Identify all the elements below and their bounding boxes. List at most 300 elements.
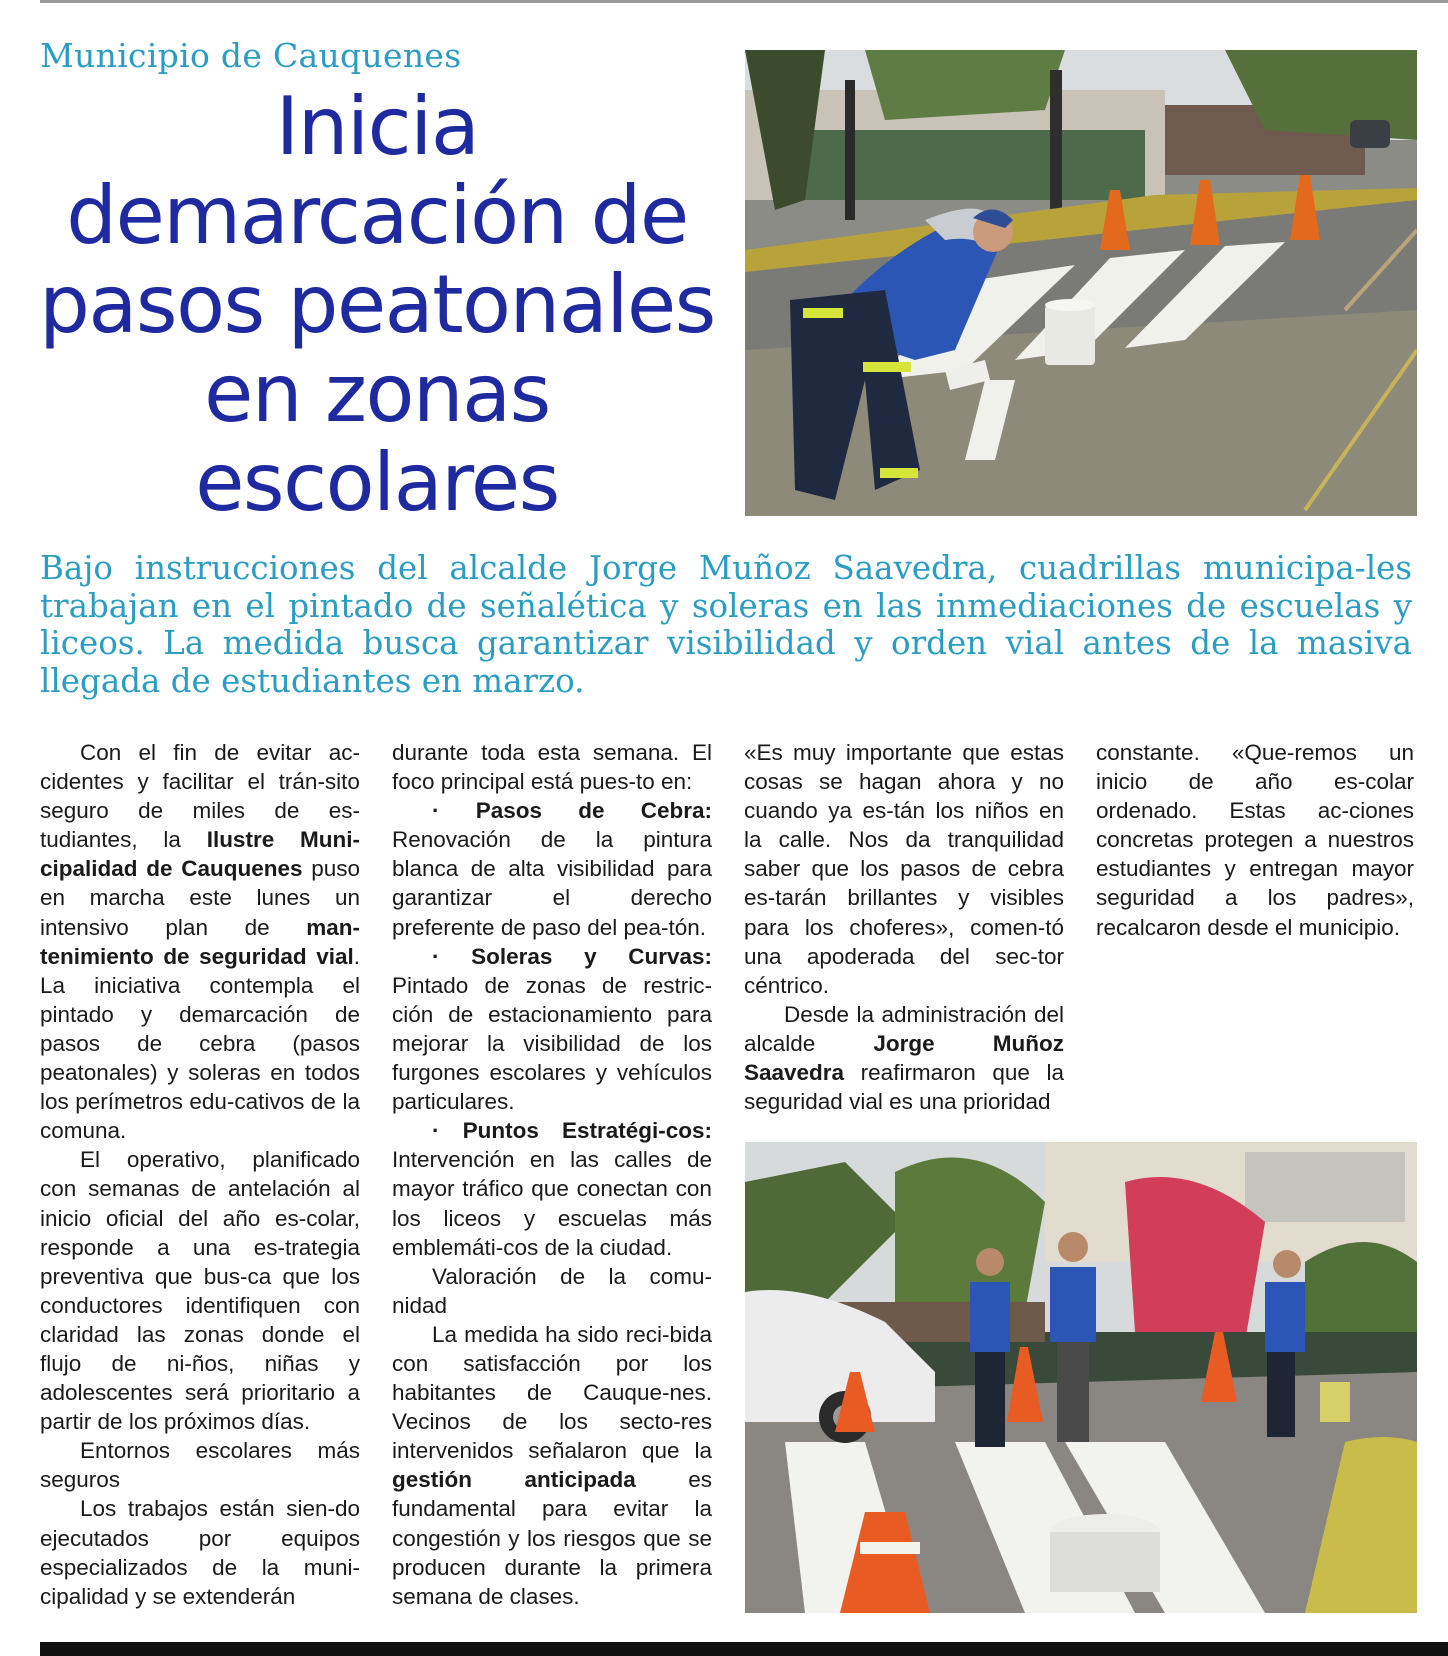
word: «Que-remos — [1231, 740, 1357, 765]
word: restric-ción — [392, 972, 712, 1027]
word: de — [484, 972, 510, 998]
word — [1237, 885, 1267, 910]
word — [313, 973, 342, 998]
word — [310, 885, 335, 910]
word: Con — [80, 740, 122, 765]
word — [915, 944, 940, 969]
word: El — [80, 1147, 101, 1173]
word: ac-ciones — [1317, 798, 1414, 824]
word: que — [962, 740, 1000, 765]
word: los — [683, 1350, 712, 1376]
word — [1236, 856, 1249, 881]
word: al — [342, 1176, 360, 1202]
word — [619, 1322, 626, 1347]
word: la — [575, 1234, 594, 1260]
word: particulares. — [392, 1089, 515, 1115]
word — [271, 1264, 282, 1289]
word: de — [191, 1176, 217, 1202]
word — [789, 915, 805, 940]
word: seguridad — [1096, 885, 1195, 911]
word: el — [247, 769, 265, 795]
word: equipos — [281, 1525, 360, 1551]
word — [312, 740, 329, 765]
body-column-3 — [744, 738, 1064, 1116]
word: de — [544, 1234, 570, 1260]
word: en — [40, 885, 66, 911]
word: que — [282, 1263, 321, 1289]
word: los — [392, 1205, 421, 1231]
bold-word: Cauquenes — [181, 856, 303, 882]
word — [149, 1526, 199, 1551]
word — [587, 1496, 613, 1521]
word — [480, 1060, 490, 1085]
word: alta — [508, 856, 545, 882]
word: la — [599, 1554, 618, 1580]
body-column-4 — [1096, 738, 1414, 942]
word: pea-tón. — [623, 914, 707, 940]
word — [570, 885, 631, 910]
word — [827, 885, 848, 910]
word: céntrico. — [744, 972, 830, 998]
word — [492, 885, 553, 910]
word — [836, 740, 846, 765]
word — [501, 1206, 524, 1231]
word — [852, 798, 862, 823]
word: una — [192, 1234, 231, 1260]
word — [158, 1060, 168, 1085]
word — [655, 856, 667, 881]
word: se — [152, 1583, 177, 1609]
word — [937, 885, 958, 910]
word: «Es — [744, 740, 783, 765]
word — [181, 827, 207, 852]
word: esta — [537, 740, 581, 765]
word: escuelas — [557, 1205, 647, 1231]
word — [179, 1176, 191, 1201]
bold-word: Muñoz — [992, 1030, 1064, 1056]
word: se — [688, 1525, 712, 1551]
word: de — [448, 1001, 474, 1027]
word: hagan — [858, 769, 922, 795]
word: Cauque-nes. — [583, 1380, 712, 1406]
subhead-entornos — [40, 1436, 360, 1494]
bold-word: Soleras — [471, 943, 553, 969]
word: . — [353, 943, 360, 969]
word: y — [140, 1001, 153, 1027]
section-kicker: Municipio de Cauquenes — [40, 36, 462, 75]
word: de — [212, 1554, 238, 1580]
word: los — [559, 1409, 588, 1435]
word: es-colar — [1333, 769, 1414, 795]
word: producen — [392, 1554, 486, 1580]
word: los — [1267, 885, 1297, 911]
bold-word: Pasos — [475, 798, 543, 824]
word — [566, 827, 596, 852]
word: la — [595, 827, 614, 853]
word: satisfacción — [463, 1350, 581, 1376]
word: de — [526, 1380, 553, 1406]
word — [166, 1322, 184, 1347]
word — [648, 1351, 683, 1376]
word: pues-to — [579, 769, 655, 795]
word — [91, 1206, 106, 1231]
bottom-rule — [40, 1642, 1448, 1656]
word: un — [334, 885, 360, 911]
word: derecho — [630, 885, 712, 911]
word — [180, 973, 209, 998]
word: trán-sito — [278, 769, 360, 795]
word: de — [111, 1350, 137, 1376]
word — [124, 769, 138, 794]
word — [849, 856, 860, 881]
word — [163, 1293, 186, 1318]
word: donde — [261, 1321, 325, 1347]
word: recalcaron — [1096, 914, 1202, 940]
word — [588, 1409, 620, 1434]
word: pintura — [643, 827, 712, 853]
word: partir — [40, 1409, 92, 1435]
word: a — [1224, 885, 1238, 911]
word: pasos — [40, 1030, 101, 1056]
word — [580, 740, 593, 765]
word — [1030, 1060, 1047, 1085]
word: congestión — [392, 1525, 501, 1551]
word — [621, 1031, 640, 1056]
word — [627, 1438, 642, 1463]
word — [964, 798, 974, 823]
word: plan — [165, 914, 208, 940]
word — [138, 827, 164, 852]
word — [261, 1060, 271, 1085]
word: zonas — [525, 972, 586, 998]
word — [834, 915, 850, 940]
word: es-colar, — [274, 1205, 360, 1231]
word — [513, 1438, 528, 1463]
word — [535, 1206, 558, 1231]
word: más — [669, 1205, 712, 1231]
word: lunes — [256, 885, 311, 911]
word: contempla — [209, 972, 314, 998]
word: para — [666, 856, 712, 882]
word: claridad — [40, 1321, 119, 1347]
word: por — [198, 1525, 232, 1551]
word: trabajos — [127, 1496, 208, 1522]
word: habitantes — [392, 1380, 496, 1406]
word — [969, 885, 990, 910]
word — [324, 1322, 342, 1347]
word: de — [334, 1001, 360, 1027]
word: los — [331, 1263, 360, 1289]
word — [295, 1060, 305, 1085]
word — [335, 1380, 347, 1405]
word: que — [531, 1176, 569, 1202]
word — [599, 1147, 614, 1172]
word: comuna. — [40, 1118, 127, 1144]
word — [545, 856, 557, 881]
word — [1000, 740, 1010, 765]
bold-word — [597, 944, 629, 969]
word — [1027, 1002, 1034, 1027]
word: que — [643, 1525, 681, 1551]
word — [1357, 740, 1389, 765]
word: las — [136, 1321, 166, 1347]
bold-word: man-tenimiento — [40, 914, 360, 969]
word: los — [527, 1525, 556, 1551]
word — [626, 1264, 649, 1289]
word: año — [1255, 769, 1293, 795]
word: todos — [304, 1060, 360, 1086]
word — [925, 798, 935, 823]
word: Desde — [784, 1001, 850, 1027]
bold-word: · — [432, 943, 440, 969]
word — [496, 856, 508, 881]
word: cosas — [744, 769, 803, 795]
word: y — [595, 1060, 607, 1086]
word: puso — [311, 856, 360, 882]
word — [680, 1438, 695, 1463]
word: por — [615, 1350, 649, 1376]
word: calle. — [778, 827, 832, 853]
word — [1195, 885, 1225, 910]
word: la — [856, 1001, 874, 1027]
bold-word: Ilustre — [206, 827, 275, 853]
word — [109, 798, 138, 823]
word — [239, 740, 256, 765]
word — [783, 740, 793, 765]
word: y — [958, 885, 970, 911]
word — [302, 856, 311, 881]
word — [1214, 769, 1255, 794]
word: de — [97, 1409, 123, 1435]
word: semanas — [88, 1176, 180, 1202]
bold-word: Jorge — [873, 1030, 935, 1056]
word — [255, 1031, 292, 1056]
word — [1296, 885, 1326, 910]
word: la — [342, 1089, 360, 1115]
word: están — [219, 1496, 275, 1522]
subhead-valoracion — [392, 1262, 712, 1320]
word: los — [860, 856, 890, 882]
word: y — [135, 1583, 147, 1609]
word: entregan — [1249, 856, 1339, 882]
word — [226, 1147, 253, 1172]
word: La — [432, 1321, 458, 1347]
word: ahora — [937, 769, 996, 795]
word: oficial — [105, 1205, 164, 1231]
bold-word — [440, 944, 472, 969]
word: primera — [635, 1554, 712, 1580]
word: cuando — [744, 798, 818, 824]
word — [244, 1322, 262, 1347]
word — [156, 740, 173, 765]
word — [230, 1235, 253, 1260]
word — [922, 769, 938, 794]
word: comu-nidad — [392, 1263, 712, 1318]
bold-word — [605, 798, 641, 823]
word: muy — [793, 740, 836, 765]
word: los — [40, 1089, 69, 1115]
word: del — [587, 914, 618, 940]
word: clases. — [509, 1583, 580, 1609]
word — [976, 1060, 993, 1085]
word: sien-do — [286, 1496, 360, 1522]
word — [843, 769, 859, 794]
word: visibilidad — [523, 1030, 621, 1056]
word — [163, 798, 192, 823]
word — [844, 1060, 861, 1085]
word: evitar — [613, 1496, 669, 1522]
word: con — [323, 1292, 360, 1318]
word: próximos — [163, 1409, 256, 1435]
word: las — [570, 1147, 599, 1173]
word: con — [392, 1350, 429, 1376]
word — [137, 1351, 167, 1376]
word: liceos — [443, 1205, 502, 1231]
word: una — [744, 943, 782, 969]
word — [208, 1496, 220, 1521]
word: edu-cativos — [189, 1089, 305, 1115]
word — [458, 856, 470, 881]
word: importante — [845, 740, 953, 765]
word: adolescentes — [40, 1380, 173, 1406]
bold-word: anticipada — [524, 1467, 636, 1493]
word — [428, 1351, 463, 1376]
word — [275, 1496, 287, 1521]
word: vehículos — [616, 1060, 712, 1086]
word: perímetros — [75, 1089, 183, 1115]
word: se — [818, 769, 843, 795]
word: semana. — [592, 740, 680, 765]
word: de — [214, 740, 240, 765]
word: con — [675, 1176, 712, 1202]
word: seguridad — [744, 1089, 843, 1115]
word: el — [138, 740, 157, 765]
bold-word — [190, 944, 200, 969]
word — [292, 1438, 318, 1463]
word — [527, 1409, 559, 1434]
word — [515, 1147, 530, 1172]
word — [586, 973, 602, 998]
word — [81, 1351, 111, 1376]
word: iniciativa — [94, 972, 181, 998]
word — [505, 1031, 524, 1056]
word: fundamental — [392, 1496, 516, 1522]
word — [555, 1147, 570, 1172]
word: año — [222, 1205, 261, 1231]
bold-word: de — [163, 943, 190, 969]
word: a — [1304, 827, 1317, 853]
word: facilitar — [162, 769, 234, 795]
word: de — [686, 1147, 712, 1173]
photo-crew-with-cones — [745, 1142, 1417, 1613]
top-rule — [40, 0, 1448, 3]
word — [100, 1031, 137, 1056]
word: los — [804, 914, 834, 940]
word: la — [163, 827, 181, 853]
word — [468, 740, 481, 765]
word: es-tán — [862, 798, 926, 824]
word — [510, 973, 526, 998]
word — [116, 1496, 128, 1521]
word: choferes», — [849, 914, 955, 940]
word — [665, 1031, 684, 1056]
word: prioritario — [241, 1380, 336, 1406]
word: sec-tor — [995, 943, 1064, 969]
word: fin — [173, 740, 197, 765]
word — [421, 1206, 444, 1231]
word — [170, 1235, 193, 1260]
word: desde — [1207, 914, 1269, 940]
word — [1293, 769, 1334, 794]
word — [165, 885, 190, 910]
word: del — [178, 1205, 209, 1231]
word — [234, 1351, 264, 1376]
word — [65, 973, 94, 998]
word — [245, 798, 274, 823]
word: mejorar — [392, 1030, 469, 1056]
word: de — [138, 798, 164, 824]
word — [299, 798, 328, 823]
word: a — [157, 1234, 170, 1260]
word: es-tudiantes, — [40, 798, 360, 853]
word: bus-ca — [203, 1263, 272, 1289]
word — [520, 1526, 527, 1551]
word: secto-res — [619, 1409, 712, 1435]
word: más — [317, 1438, 360, 1464]
word: la — [694, 1438, 712, 1464]
word: estas — [1010, 740, 1064, 765]
word — [569, 1176, 577, 1201]
word — [803, 769, 819, 794]
word — [193, 1264, 204, 1289]
bold-word — [138, 856, 147, 881]
word — [496, 1380, 527, 1405]
word — [1147, 769, 1188, 794]
word: cebra — [199, 1030, 256, 1056]
word: y — [1224, 856, 1236, 882]
word — [119, 1322, 137, 1347]
bold-word — [274, 827, 300, 852]
word: que — [642, 1438, 680, 1464]
word: en: — [660, 769, 693, 795]
word: de — [971, 856, 997, 882]
word: seguros — [40, 1467, 121, 1493]
word — [585, 1264, 608, 1289]
word: mayor — [392, 1176, 455, 1202]
word — [889, 856, 900, 881]
word: evitar — [256, 740, 312, 765]
photo-top-illustration — [745, 50, 1417, 516]
word: para — [542, 1496, 588, 1522]
word — [237, 1555, 262, 1580]
word — [1194, 827, 1205, 852]
bullet-soleras — [392, 942, 712, 1117]
bold-word — [542, 798, 578, 823]
word — [647, 1206, 670, 1231]
word: la — [694, 1496, 712, 1522]
word — [995, 769, 1011, 794]
bold-word: · — [432, 1118, 440, 1144]
body-column-2 — [392, 738, 712, 1611]
word: pasos — [900, 856, 961, 882]
word: que — [992, 1060, 1030, 1086]
bold-word: de — [578, 798, 605, 824]
word — [301, 1293, 324, 1318]
word: semana — [392, 1583, 473, 1609]
word: a — [347, 1380, 360, 1406]
word: los — [935, 798, 965, 824]
word: especializados — [40, 1554, 188, 1580]
